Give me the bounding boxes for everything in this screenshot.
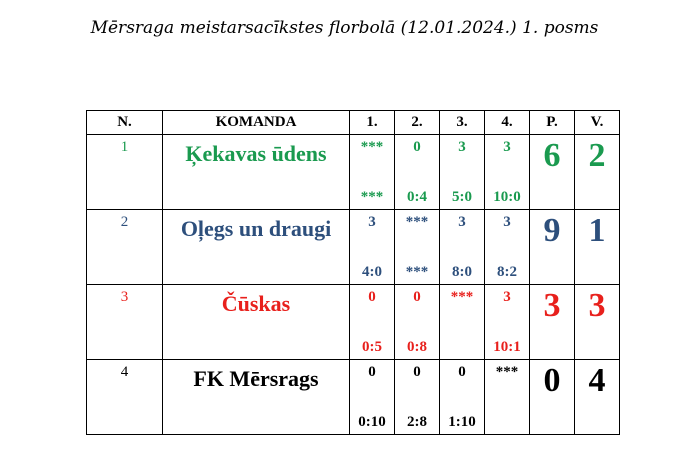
game-score: 8:0	[452, 264, 472, 280]
team-number: 4	[87, 360, 163, 435]
game-points: ***	[360, 139, 384, 155]
game-cell-1	[350, 210, 395, 285]
game-cell-3	[440, 210, 485, 285]
game-score: 0:5	[362, 339, 382, 355]
game-score: 4:0	[362, 264, 382, 280]
total-points: 3	[530, 285, 575, 360]
page-title: Mērsraga meistarsacīkstes florbolā (12.01.2024.) 1. posms	[90, 18, 599, 38]
game-points: 0	[368, 289, 376, 305]
final-place: 4	[575, 360, 620, 435]
total-points: 0	[530, 360, 575, 435]
team-name: Čūskas	[163, 285, 350, 360]
game-points: 0	[413, 139, 421, 155]
game-cell-1	[350, 360, 395, 435]
total-points: 6	[530, 135, 575, 210]
game-points: ***	[495, 364, 519, 380]
game-cell-4	[485, 360, 530, 435]
game-cell-3	[440, 135, 485, 210]
game-score: ***	[360, 189, 384, 205]
game-cell-1	[350, 135, 395, 210]
game-cell-2	[395, 210, 440, 285]
game-score: 2:8	[407, 414, 427, 430]
game-cell-2	[395, 285, 440, 360]
game-score: 0:10	[358, 414, 386, 430]
header-game-2: 2.	[395, 111, 440, 135]
game-score: 10:0	[493, 189, 521, 205]
table-row	[87, 135, 620, 210]
team-name: Ķekavas ūdens	[163, 135, 350, 210]
game-score: 0:8	[407, 339, 427, 355]
game-cell-4	[485, 135, 530, 210]
header-number: N.	[87, 111, 163, 135]
game-cell-4	[485, 210, 530, 285]
game-cell-4	[485, 285, 530, 360]
final-place: 2	[575, 135, 620, 210]
game-points: ***	[450, 289, 474, 305]
total-points: 9	[530, 210, 575, 285]
header-team: KOMANDA	[163, 111, 350, 135]
game-points: 0	[413, 364, 421, 380]
game-points: ***	[405, 214, 429, 230]
team-name: FK Mērsrags	[163, 360, 350, 435]
standings-table	[86, 110, 620, 435]
header-game-4: 4.	[485, 111, 530, 135]
game-points: 3	[458, 139, 466, 155]
game-score: 0:4	[407, 189, 427, 205]
final-place: 3	[575, 285, 620, 360]
game-points: 0	[368, 364, 376, 380]
table-row	[87, 360, 620, 435]
header-row	[87, 111, 620, 135]
team-number: 1	[87, 135, 163, 210]
game-points: 3	[458, 214, 466, 230]
game-points: 0	[413, 289, 421, 305]
game-cell-3	[440, 360, 485, 435]
final-place: 1	[575, 210, 620, 285]
header-game-3: 3.	[440, 111, 485, 135]
table-row	[87, 210, 620, 285]
game-score: 1:10	[448, 414, 476, 430]
game-cell-2	[395, 135, 440, 210]
header-game-1: 1.	[350, 111, 395, 135]
game-points: 3	[503, 289, 511, 305]
game-score: 10:1	[493, 339, 521, 355]
game-score: ***	[405, 264, 429, 280]
header-points: P.	[530, 111, 575, 135]
game-points: 3	[368, 214, 376, 230]
team-number: 3	[87, 285, 163, 360]
game-cell-2	[395, 360, 440, 435]
game-score: 5:0	[452, 189, 472, 205]
table-row	[87, 285, 620, 360]
game-cell-3	[440, 285, 485, 360]
game-points: 0	[458, 364, 466, 380]
team-number: 2	[87, 210, 163, 285]
game-points: 3	[503, 139, 511, 155]
header-place: V.	[575, 111, 620, 135]
game-points: 3	[503, 214, 511, 230]
team-name: Oļegs un draugi	[163, 210, 350, 285]
game-score: 8:2	[497, 264, 517, 280]
game-cell-1	[350, 285, 395, 360]
